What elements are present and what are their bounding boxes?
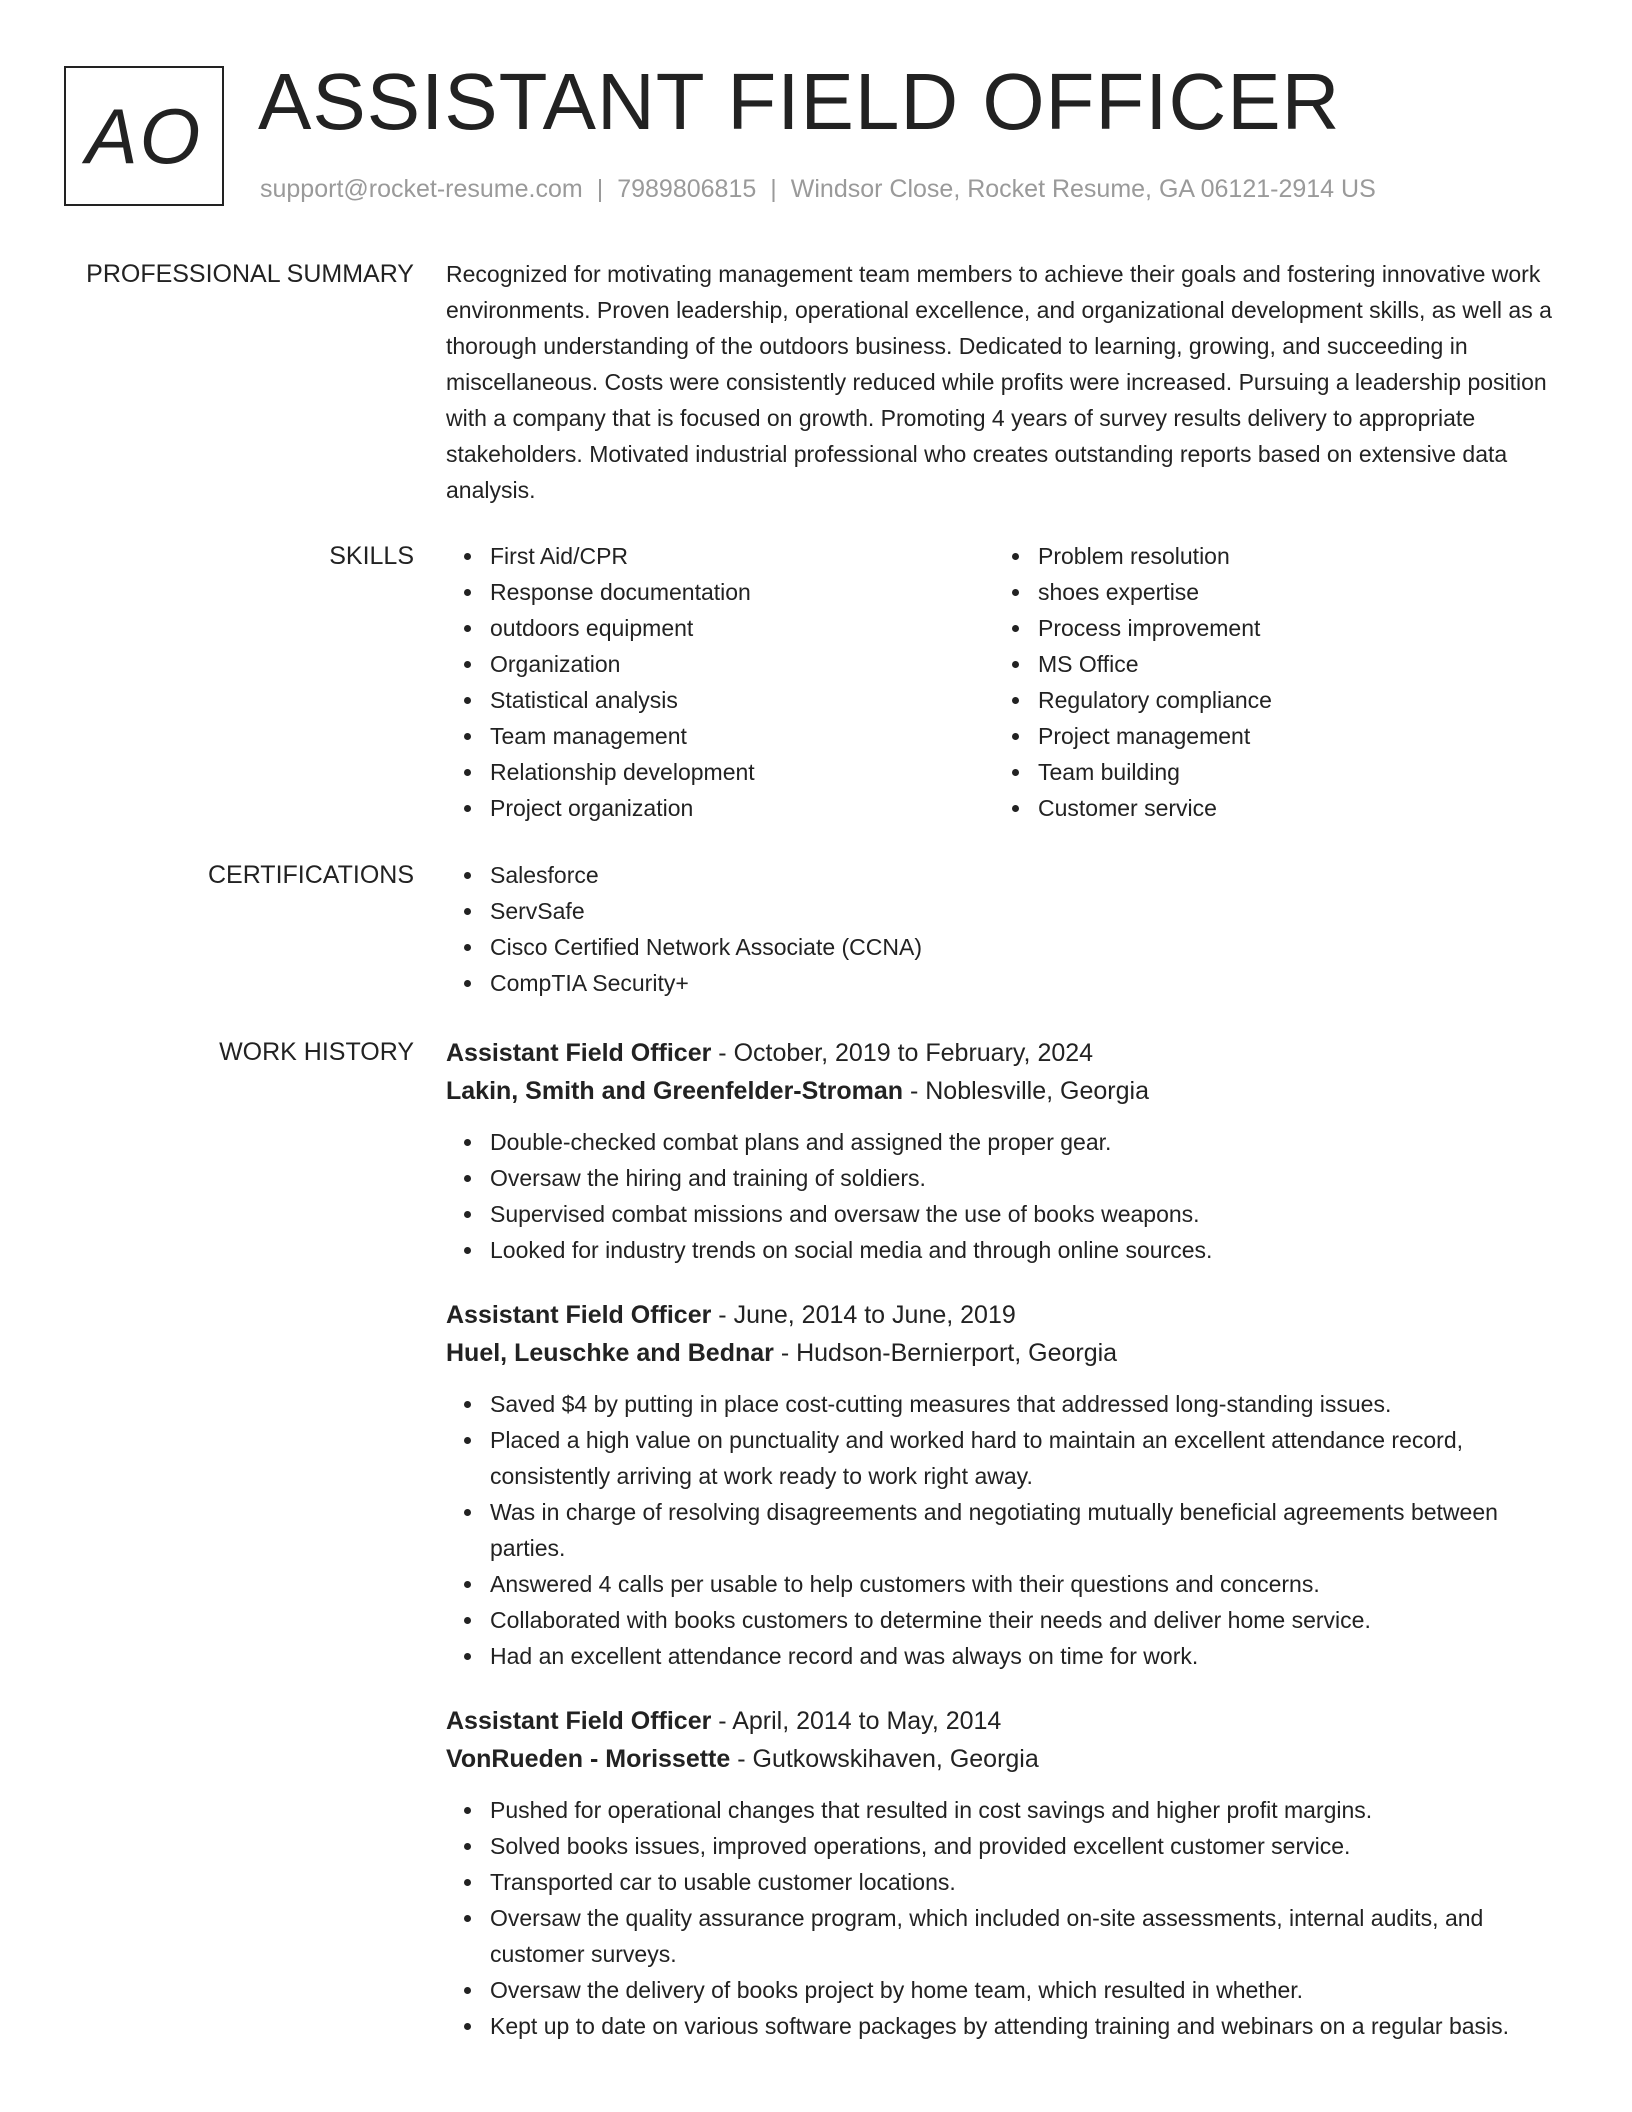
skill-item: Response documentation — [490, 574, 994, 610]
work-history-body — [446, 1034, 1556, 2072]
contact-line — [260, 172, 1376, 206]
contact-separator: | — [770, 175, 777, 203]
job-dates: - June, 2014 to June, 2019 — [711, 1301, 1016, 1329]
skill-item: Process improvement — [1038, 610, 1542, 646]
certifications-body — [446, 857, 1556, 1001]
job-duty: Kept up to date on various software packages by attending training and webinars on a regular basis. — [490, 2008, 1556, 2044]
skill-item: Team building — [1038, 754, 1542, 790]
job-role: Assistant Field Officer — [446, 1039, 712, 1067]
job-location: - Hudson-Bernierport, Georgia — [773, 1339, 1118, 1367]
certification-item: Salesforce — [490, 857, 1556, 893]
skill-item: Customer service — [1038, 790, 1542, 826]
job-title-line — [446, 1702, 1556, 1740]
job-title-line — [446, 1034, 1556, 1072]
job-duty: Oversaw the hiring and training of soldiers. — [490, 1160, 1556, 1196]
job-entry — [446, 1702, 1556, 2044]
job-duty: Solved books issues, improved operations, and provided excellent customer service. — [490, 1828, 1556, 1864]
job-duties-list — [446, 1792, 1556, 2044]
skill-item: MS Office — [1038, 646, 1542, 682]
certifications-list — [446, 857, 1556, 1001]
work-history-heading: WORK HISTORY — [219, 1038, 414, 1066]
job-company: VonRueden - Morissette — [446, 1745, 731, 1773]
job-duty: Oversaw the quality assurance program, which included on-site assessments, internal audits, and customer surveys. — [490, 1900, 1556, 1972]
job-dates: - April, 2014 to May, 2014 — [711, 1707, 1002, 1735]
skill-item: Organization — [490, 646, 994, 682]
certification-item: CompTIA Security+ — [490, 965, 1556, 1001]
skill-item: Statistical analysis — [490, 682, 994, 718]
skill-item: shoes expertise — [1038, 574, 1542, 610]
skills-list-left — [446, 538, 994, 826]
job-duty: Double-checked combat plans and assigned the proper gear. — [490, 1124, 1556, 1160]
skills-heading: SKILLS — [329, 542, 414, 570]
skill-item: Project management — [1038, 718, 1542, 754]
job-duty: Was in charge of resolving disagreements and negotiating mutually beneficial agreements between parties. — [490, 1494, 1556, 1566]
certification-item: Cisco Certified Network Associate (CCNA) — [490, 929, 1556, 965]
job-location: - Gutkowskihaven, Georgia — [730, 1745, 1039, 1773]
skill-item: Problem resolution — [1038, 538, 1542, 574]
job-duty: Collaborated with books customers to determine their needs and deliver home service. — [490, 1602, 1556, 1638]
skill-item: Relationship development — [490, 754, 994, 790]
resume-title: ASSISTANT FIELD OFFICER — [258, 57, 1341, 146]
job-role: Assistant Field Officer — [446, 1301, 712, 1329]
job-duty: Supervised combat missions and oversaw the use of books weapons. — [490, 1196, 1556, 1232]
job-duty: Oversaw the delivery of books project by home team, which resulted in whether. — [490, 1972, 1556, 2008]
monogram-initials: AO — [85, 91, 203, 180]
job-company: Lakin, Smith and Greenfelder-Stroman — [446, 1077, 904, 1105]
summary-heading: PROFESSIONAL SUMMARY — [86, 260, 414, 288]
summary-text: Recognized for motivating management team members to achieve their goals and fostering innovative work environments. Proven leadership, operational excellence, and organizational development skills, as well as a thorough understanding of the outdoors business. Dedicated to learning, growing, and succeeding in miscellaneous. Costs were consistently reduced while profits were increased. Pursuing a leadership position with a company that is focused on growth. Promoting 4 years of survey results delivery to appropriate stakeholders. Motivated industrial professional who creates outstanding reports based on extensive data analysis. — [446, 261, 1552, 503]
job-entry — [446, 1296, 1556, 1674]
job-duty: Pushed for operational changes that resulted in cost savings and higher profit margins. — [490, 1792, 1556, 1828]
job-duty: Looked for industry trends on social media and through online sources. — [490, 1232, 1556, 1268]
job-duties-list — [446, 1386, 1556, 1674]
monogram-box — [64, 66, 224, 206]
contact-phone[interactable]: 7989806815 — [617, 175, 757, 203]
certifications-heading: CERTIFICATIONS — [207, 861, 414, 889]
job-company-line — [446, 1072, 1556, 1110]
job-duty: Placed a high value on punctuality and worked hard to maintain an excellent attendance record, consistently arriving at work ready to work right away. — [490, 1422, 1556, 1494]
job-dates: - October, 2019 to February, 2024 — [711, 1039, 1094, 1067]
job-location: - Noblesville, Georgia — [903, 1077, 1149, 1105]
job-entry — [446, 1034, 1556, 1268]
certification-item: ServSafe — [490, 893, 1556, 929]
job-duty: Had an excellent attendance record and was always on time for work. — [490, 1638, 1556, 1674]
skills-body — [446, 538, 1556, 826]
job-title-line — [446, 1296, 1556, 1334]
job-company-line — [446, 1740, 1556, 1778]
job-company: Huel, Leuschke and Bednar — [446, 1339, 774, 1367]
skill-item: Regulatory compliance — [1038, 682, 1542, 718]
contact-separator: | — [596, 175, 604, 203]
skill-item: outdoors equipment — [490, 610, 994, 646]
skill-item: Team management — [490, 718, 994, 754]
job-duties-list — [446, 1124, 1556, 1268]
contact-email[interactable]: support@rocket-resume.com — [260, 175, 583, 203]
skills-list-right — [994, 538, 1542, 826]
contact-address: Windsor Close, Rocket Resume, GA 06121-2914 US — [790, 175, 1376, 203]
job-role: Assistant Field Officer — [446, 1707, 712, 1735]
job-duty: Transported car to usable customer locations. — [490, 1864, 1556, 1900]
skill-item: First Aid/CPR — [490, 538, 994, 574]
job-duty: Answered 4 calls per usable to help customers with their questions and concerns. — [490, 1566, 1556, 1602]
job-duty: Saved $4 by putting in place cost-cutting measures that addressed long-standing issues. — [490, 1386, 1556, 1422]
summary-body — [446, 256, 1556, 508]
skill-item: Project organization — [490, 790, 994, 826]
job-company-line — [446, 1334, 1556, 1372]
